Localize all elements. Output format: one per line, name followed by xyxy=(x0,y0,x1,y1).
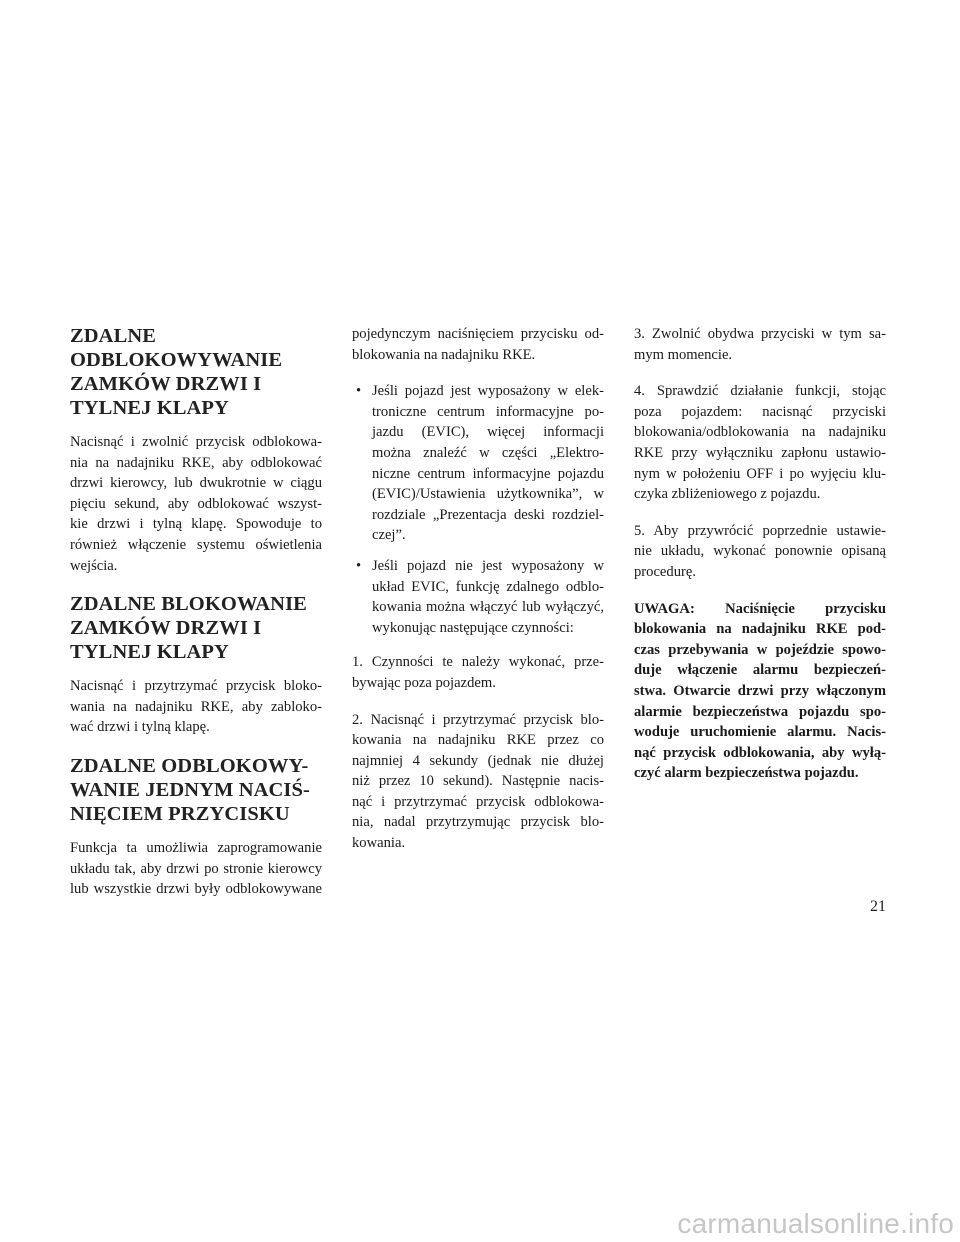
text-line: drzwi kierowcy, lub dwukrotnie w ciągu xyxy=(70,475,322,492)
step-1 xyxy=(352,652,604,693)
step-3 xyxy=(634,324,886,365)
text-line: 4. Sprawdzić działanie funkcji, stojąc xyxy=(634,383,886,400)
text-line: procedurę. xyxy=(634,563,696,580)
text-line: najmniej 4 sekundy (jednak nie dłużej xyxy=(352,752,604,769)
text-line: Funkcja ta umożliwia zaprogramowanie xyxy=(70,839,322,856)
column-right xyxy=(634,324,886,800)
bullet-evic-equipped xyxy=(352,381,604,546)
text-line: czyka zbliżeniowego z pojazdu. xyxy=(634,486,821,503)
page-number: 21 xyxy=(870,898,886,915)
text-line: kowania. xyxy=(352,835,406,852)
heading-line: ZAMKÓW DRZWI I xyxy=(70,373,262,395)
heading-line: ZAMKÓW DRZWI I xyxy=(70,617,262,640)
text-line: nąć i przytrzymać przycisk odblokowa- xyxy=(352,793,604,810)
column-left xyxy=(70,324,322,916)
text-line: woduje uruchomienie alarmu. Nacis- xyxy=(634,724,886,741)
heading-line: ZDALNE xyxy=(70,325,157,347)
heading-line: WANIE JEDNYM NACIŚ- xyxy=(70,778,310,801)
text-line: kowania na nadajniku RKE przez co xyxy=(352,732,604,749)
text-line: mym momencie. xyxy=(634,346,733,363)
text-line: kie drzwi i tylną klapę. Spowoduje to xyxy=(70,516,322,533)
text-line: 1. Czynności te należy wykonać, prze- xyxy=(352,654,604,671)
text-line: duje włączenie alarmu bezpieczeń- xyxy=(634,662,886,679)
text-line: czyć alarm bezpieczeństwa pojazdu. xyxy=(634,765,859,782)
text-line: wać drzwi i tylną klapę. xyxy=(70,719,210,736)
text-line: 5. Aby przywrócić poprzednie ustawie- xyxy=(634,522,886,539)
heading-line: ZDALNE BLOKOWANIE xyxy=(70,593,307,616)
text-line: UWAGA: Naciśnięcie przycisku xyxy=(634,600,886,617)
heading-remote-unlock xyxy=(70,324,322,420)
text-line: 3. Zwolnić obydwa przyciski w tym sa- xyxy=(634,326,886,342)
step-2 xyxy=(352,710,604,854)
text-line: układu tak, aby drzwi po stronie kierowcy xyxy=(70,860,322,877)
text-line: pojedynczym naciśnięciem przycisku od- xyxy=(352,326,604,342)
text-line: wykonując następujące czynności: xyxy=(372,619,574,636)
paragraph-remote-unlock xyxy=(70,432,322,576)
text-line: lub wszystkie drzwi były odblokowywane xyxy=(70,881,322,898)
step-5 xyxy=(634,521,886,583)
heading-remote-lock xyxy=(70,592,322,664)
text-line: czas przebywania w pojeździe spowo- xyxy=(634,641,886,658)
text-line: RKE przy wyłączniku zapłonu ustawio- xyxy=(634,444,886,461)
heading-line: ODBLOKOWYWANIE xyxy=(70,349,283,371)
text-line: niż przez 10 sekund). Następnie nacis- xyxy=(352,773,604,790)
bullet-no-evic xyxy=(352,556,604,638)
bullet-icon: • xyxy=(356,383,362,400)
text-line: wania na nadajniku RKE, aby zabloko- xyxy=(70,698,322,715)
paragraph-continued xyxy=(352,324,604,365)
text-line: (EVIC)/Ustawienia użytkownika”, w xyxy=(372,486,604,503)
watermark: carmanualsonline.info xyxy=(677,1208,954,1239)
text-line: nia, nadal przytrzymując przycisk blo- xyxy=(352,814,604,831)
text-line: również włączenie systemu oświetlenia xyxy=(70,536,322,553)
text-line: Nacisnąć i zwolnić przycisk odblokowa- xyxy=(70,434,322,450)
text-line: Jeśli pojazd jest wyposażony w elek- xyxy=(372,383,604,400)
text-line: bywając poza pojazdem. xyxy=(352,674,496,691)
text-line: stwa. Otwarcie drzwi przy włączonym xyxy=(634,682,886,699)
text-line: jazdu (EVIC), więcej informacji xyxy=(372,424,604,441)
text-line: układ EVIC, funkcję zdalnego odblo- xyxy=(372,578,604,595)
text-line: blokowania na nadajniku RKE pod- xyxy=(634,621,886,638)
text-line: blokowania/odblokowania na nadajniku xyxy=(634,424,886,441)
text-line: poza pojazdem: nacisnąć przyciski xyxy=(634,403,886,420)
text-line: alarmie bezpieczeństwa pojazdu spo- xyxy=(634,703,886,720)
text-line: niczne centrum informacyjne pojazdu xyxy=(372,465,604,482)
text-line: nym w położeniu OFF i po wyjęciu klu- xyxy=(634,465,886,482)
text-line: Jeśli pojazd nie jest wyposażony w xyxy=(372,557,604,574)
heading-single-press-unlock xyxy=(70,754,322,826)
text-line: nąć przycisk odblokowania, aby wyłą- xyxy=(634,744,886,761)
paragraph-single-press-unlock xyxy=(70,838,322,900)
text-line: pięciu sekund, aby odblokować wszyst- xyxy=(70,495,322,512)
heading-line: TYLNEJ KLAPY xyxy=(70,397,229,419)
text-line: nia na nadajniku RKE, aby odblokować xyxy=(70,454,322,471)
text-line: nie układu, wykonać ponownie opisaną xyxy=(634,543,886,560)
column-middle xyxy=(352,324,604,870)
bullet-icon: • xyxy=(356,557,362,574)
text-line: czej”. xyxy=(372,527,406,544)
heading-line: ZDALNE ODBLOKOWY- xyxy=(70,754,309,777)
paragraph-remote-lock xyxy=(70,676,322,738)
text-line: rozdziale „Prezentacja deski rozdziel- xyxy=(372,506,604,523)
text-line: można znaleźć w części „Elektro- xyxy=(372,444,604,461)
text-line: blokowania na nadajniku RKE. xyxy=(352,346,536,363)
heading-line: TYLNEJ KLAPY xyxy=(70,641,229,664)
warning-note xyxy=(634,599,886,784)
text-line: kowania można włączyć lub wyłączyć, xyxy=(372,599,604,616)
text-line: 2. Nacisnąć i przytrzymać przycisk blo- xyxy=(352,711,604,728)
step-4 xyxy=(634,381,886,505)
text-line: wejścia. xyxy=(70,557,118,574)
text-line: Nacisnąć i przytrzymać przycisk bloko- xyxy=(70,678,322,695)
text-line: troniczne centrum informacyjne po- xyxy=(372,403,604,420)
heading-line: NIĘCIEM PRZYCISKU xyxy=(70,802,290,825)
